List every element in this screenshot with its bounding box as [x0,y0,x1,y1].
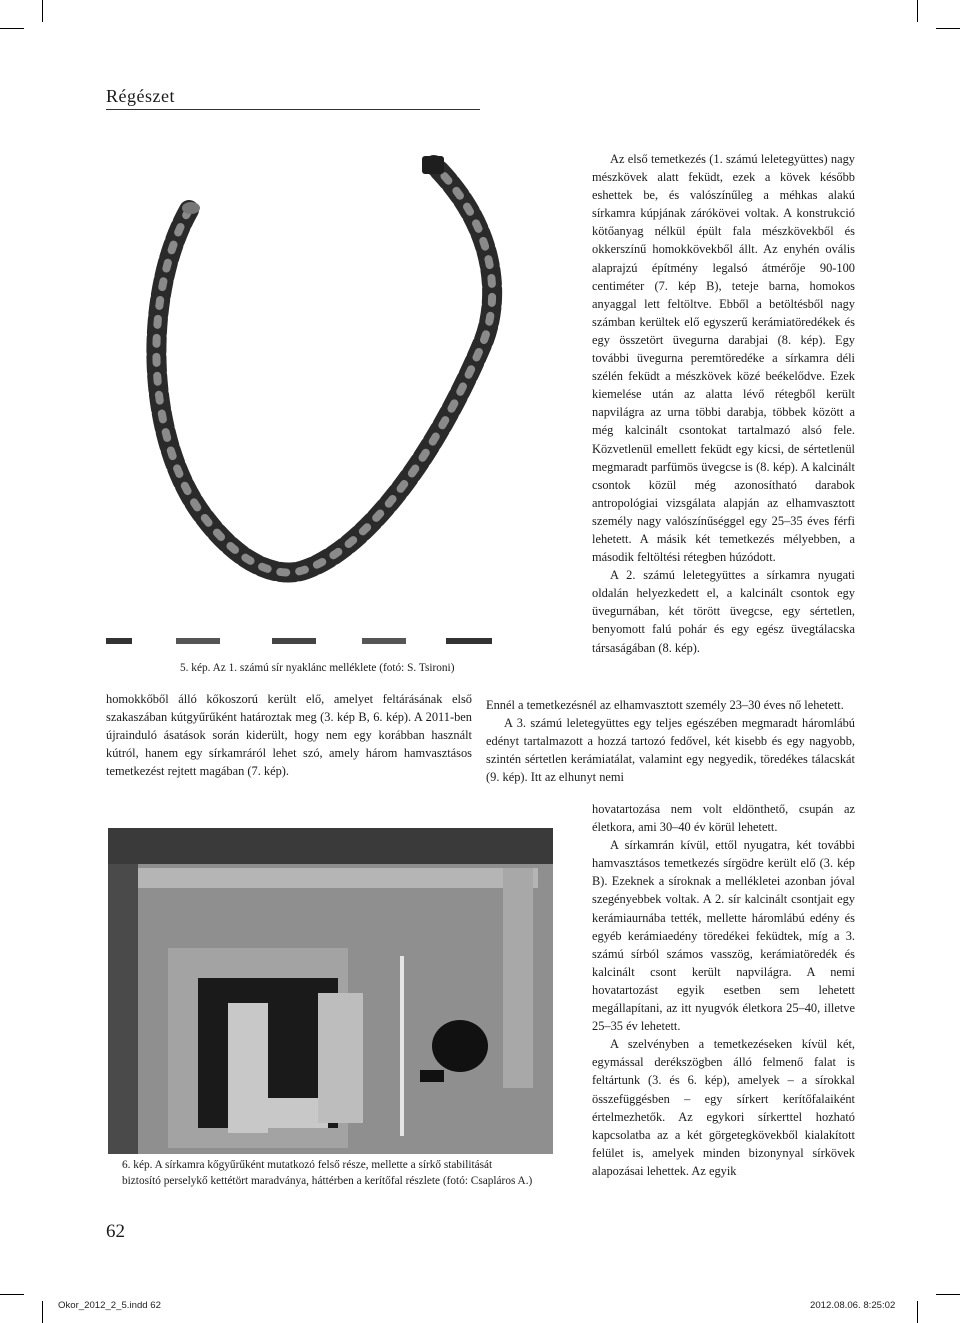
crop-mark [42,1301,43,1323]
left-column-text [106,690,472,780]
body-paragraph: homokkőből álló kőkoszorú került elő, amelyet feltárásának első szakaszában kútgyűrűként határoztak meg (3. kép B, 6. kép). A 2011-ben újrainduló ásatások során kiderült, hogy nem egy korábban használt kútról, hanem egy sírkamráról lehet szó, amely három hamvasztásos temetkezést rejtett magában (7. kép). [106,692,472,779]
body-paragraph: Ennél a temetkezésnél az elhamvasztott személy 23–30 éves nő lehetett. [486,698,844,712]
caption-line: biztosító perselykő kettétört maradványa, háttérben a kerítőfal részlete (fotó: Csapláros A.) [122,1175,533,1187]
caption-line: 6. kép. A sírkamra kőgyűrűként mutatkozó felső része, mellette a sírkő stabilitását [122,1159,493,1171]
body-paragraph: A 2. számú leletegyüttes a sírkamra nyugati oldalán helyezkedett el, a kalcinált csontok egy üvegurnában, két törött üvegcse, egy sértetlen, benyomott falú pohár és egy egész üvegtálacska társaságában (8. kép). [592,568,855,655]
body-paragraph: A szelvényben a temetkezéseken kívül két, egymással derékszögben álló felmenő falat is feltártunk (3. és 6. kép), amelyek – a sírokkal összefüggésben – egy sírkert kerítőfalaiként értelmezhetők. Az egykori sírkerttel hozható kapcsolatba az a két görgetegkövekből kialakított felület is, amelyek minden bizonynyal sírkövek alapozásai lehettek. Az egyik [592,1037,855,1178]
footer-timestamp: 2012.08.06. 8:25:02 [810,1300,896,1311]
necklace-caption: 5. kép. Az 1. számú sír nyaklánc melléklete (fotó: S. Tsironi) [180,662,455,674]
section-title: Régészet [106,86,480,110]
footer-file-name: Okor_2012_2_5.indd 62 [58,1300,161,1311]
body-paragraph: Az első temetkezés (1. számú leletegyüttes) nagy mészkövek alatt feküdt, ezek a kövek később eshettek be, és valószínűleg a méhkas alakú sírkamra kúpjának zárókövei voltak. A konstrukció kötőanyag nélkül épült fala mészkövekből és okkerszínű homokkövekből állt. Az enyhén ovális alaprajzú építmény legalsó átmérője 90-100 centiméter (7. kép B), teteje barna, homokos anyaggal lett feltöltve. Ebből a betöltésből nagy számban kerültek elő egyszerű kerámiatöredékek és egy összetört üvegurna darabjai (8. kép). Egy további üvegurna peremtöredéke a sírkamra déli szélén feküdt a mészkövek közé beékelődve. Ezek kiemelése után az alatta lévő rétegből került napvilágra az urna többi darabja, többek között a még kalcinált csontokat tartalmazó alsó fele. Közvetlenül emellett feküdt egy kicsi, de sértetlenül megmaradt parfümös üvegcse is (8. kép). A kalcinált csontok közül még azonosítható darabok antropológiai vizsgálata alapján az elhamvasztott személy nagy valószínűséggel egy 25–35 éves férfi lehetett. A másik két temetkezés mélyebben, a második feltöltési rétegben húzódott. [592,152,855,565]
body-paragraph: A 3. számú leletegyüttes egy teljes egészében megmaradt háromlábú edényt tartalmazott a hozzá tartozó fedővel, két kisebb és egy nagyobb, szintén sértetlen kerámiatálat, valamint egy negyedik, töredékes tálacskát (9. kép). Itt az elhunyt nemi [486,716,855,785]
grave-photo [108,828,553,1154]
crop-mark [917,1301,918,1323]
page-number: 62 [106,1221,125,1242]
grave-photo-caption [122,1157,582,1189]
grave-excavation-image [108,828,553,1154]
necklace-photo [104,150,544,650]
body-paragraph: hovatartozása nem volt eldönthető, csupán az életkora, ami 30–40 év körül lehetett. [592,802,855,835]
crop-mark [42,0,43,22]
necklace-illustration [104,150,544,650]
right-wide-text [486,696,855,786]
right-column-text [592,150,855,657]
right-lower-text [592,800,855,1180]
crop-mark [0,1294,24,1295]
crop-mark [936,1294,960,1295]
crop-mark [917,0,918,22]
body-paragraph: A sírkamrán kívül, ettől nyugatra, két további hamvasztásos temetkezés sírgödre került elő (3. kép B). Ezeknek a síroknak a mellékletei azonban jóval szegényebbek voltak. A 2. sír kalcinált csontjait egy kerámiaurnába tették, mellette háromlábú edény és egyéb kerámiaedény töredékei feküdtek, míg a 3. számú sírból számos vasszög, kerámiatöredék és kalcinált csont került napvilágra. A nemi hovatartozást egyik esetben sem lehetett megállapítani, az itt nyugvók életkora 25–40, illetve 25–35 év lehetett. [592,838,855,1034]
crop-mark [936,28,960,29]
crop-mark [0,28,24,29]
